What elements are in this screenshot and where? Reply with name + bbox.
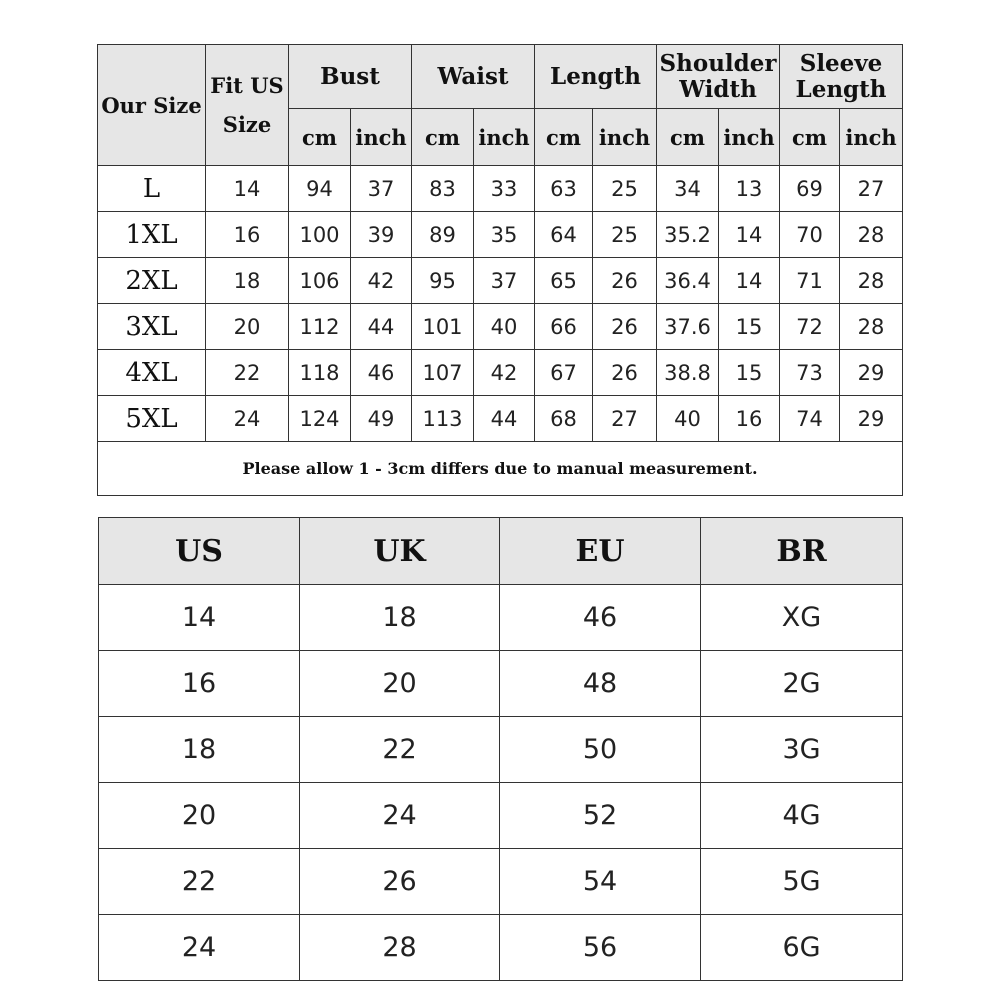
shoulder-cm-cell: 36.4	[657, 258, 719, 304]
conversion-table-row	[99, 783, 903, 849]
shoulder-inch-cell: 15	[719, 350, 780, 396]
fit-us-size-cell: 24	[206, 396, 289, 442]
conversion-table-header	[99, 518, 903, 585]
waist-cm-cell: 89	[412, 212, 474, 258]
size-table-row	[98, 304, 903, 350]
waist-inch-cell: 33	[474, 166, 535, 212]
br-cell: 3G	[701, 717, 903, 783]
us-cell: 20	[99, 783, 300, 849]
sleeve-inch-header: inch	[840, 109, 903, 166]
waist-cm-cell: 101	[412, 304, 474, 350]
length-header	[535, 45, 657, 109]
us-cell: 16	[99, 651, 300, 717]
size-table-row	[98, 212, 903, 258]
bust-cm-cell: 118	[289, 350, 351, 396]
fit-us-size-cell: 18	[206, 258, 289, 304]
bust-inch-cell: 37	[351, 166, 412, 212]
shoulder-cm-cell: 35.2	[657, 212, 719, 258]
uk-cell: 26	[300, 849, 500, 915]
waist-header	[412, 45, 535, 109]
length-header-label: Length	[550, 62, 641, 90]
length-cm-cell: 66	[535, 304, 593, 350]
length-inch-cell: 26	[593, 304, 657, 350]
sleeve-inch-cell: 28	[840, 304, 903, 350]
bust-inch-header: inch	[351, 109, 412, 166]
size-table-row	[98, 350, 903, 396]
shoulder-cm-cell: 40	[657, 396, 719, 442]
waist-cm-cell: 113	[412, 396, 474, 442]
conversion-header-row	[99, 518, 903, 585]
our-size-cell: 4XL	[98, 350, 206, 396]
shoulder-cm-cell: 37.6	[657, 304, 719, 350]
sleeve-inch-cell: 29	[840, 396, 903, 442]
bust-cm-cell: 100	[289, 212, 351, 258]
size-table-note-row	[98, 442, 903, 496]
uk-header: UK	[300, 518, 500, 585]
br-header: BR	[701, 518, 903, 585]
eu-header: EU	[500, 518, 701, 585]
br-cell: 2G	[701, 651, 903, 717]
our-size-cell: 5XL	[98, 396, 206, 442]
uk-cell: 18	[300, 585, 500, 651]
our-size-cell: 1XL	[98, 212, 206, 258]
length-cm-cell: 68	[535, 396, 593, 442]
br-cell: 4G	[701, 783, 903, 849]
sleeve-inch-cell: 28	[840, 212, 903, 258]
sleeve-inch-cell: 29	[840, 350, 903, 396]
measurement-note: Please allow 1 - 3cm differs due to manual measurement.	[98, 442, 903, 496]
fit-us-size-cell: 14	[206, 166, 289, 212]
br-cell: 5G	[701, 849, 903, 915]
sleeve-cm-cell: 71	[780, 258, 840, 304]
our-size-cell: 3XL	[98, 304, 206, 350]
our-size-cell: L	[98, 166, 206, 212]
uk-cell: 20	[300, 651, 500, 717]
shoulder-inch-cell: 13	[719, 166, 780, 212]
waist-inch-cell: 37	[474, 258, 535, 304]
size-measurement-table	[97, 44, 903, 496]
fit-us-header-line2: Size	[222, 112, 272, 137]
length-cm-cell: 63	[535, 166, 593, 212]
bust-header	[289, 45, 412, 109]
conversion-table-row	[99, 585, 903, 651]
waist-inch-cell: 42	[474, 350, 535, 396]
size-table-header-row	[98, 45, 903, 109]
length-inch-header: inch	[593, 109, 657, 166]
our-size-cell: 2XL	[98, 258, 206, 304]
bust-inch-cell: 44	[351, 304, 412, 350]
bust-inch-cell: 42	[351, 258, 412, 304]
waist-cm-cell: 83	[412, 166, 474, 212]
fit-us-header-line1: Fit US	[210, 73, 284, 98]
shoulder-width-header-line2: Width	[679, 75, 757, 103]
sleeve-cm-cell: 69	[780, 166, 840, 212]
length-inch-cell: 26	[593, 350, 657, 396]
shoulder-inch-cell: 16	[719, 396, 780, 442]
waist-cm-header: cm	[412, 109, 474, 166]
eu-cell: 54	[500, 849, 701, 915]
bust-cm-cell: 112	[289, 304, 351, 350]
us-cell: 24	[99, 915, 300, 981]
bust-inch-cell: 46	[351, 350, 412, 396]
conversion-table-row	[99, 915, 903, 981]
shoulder-width-header-line1: Shoulder	[659, 49, 777, 77]
sleeve-cm-cell: 74	[780, 396, 840, 442]
length-inch-cell: 26	[593, 258, 657, 304]
waist-cm-cell: 95	[412, 258, 474, 304]
sleeve-inch-cell: 28	[840, 258, 903, 304]
size-table-header	[98, 45, 903, 166]
eu-cell: 48	[500, 651, 701, 717]
shoulder-inch-cell: 14	[719, 258, 780, 304]
shoulder-inch-cell: 15	[719, 304, 780, 350]
fit-us-header-label	[206, 73, 288, 137]
length-cm-cell: 65	[535, 258, 593, 304]
fit-us-size-header	[206, 45, 289, 166]
bust-cm-cell: 94	[289, 166, 351, 212]
sleeve-cm-cell: 72	[780, 304, 840, 350]
eu-cell: 50	[500, 717, 701, 783]
bust-cm-cell: 106	[289, 258, 351, 304]
us-header: US	[99, 518, 300, 585]
bust-cm-cell: 124	[289, 396, 351, 442]
length-cm-cell: 64	[535, 212, 593, 258]
fit-us-size-cell: 20	[206, 304, 289, 350]
us-cell: 18	[99, 717, 300, 783]
waist-header-label: Waist	[437, 62, 509, 90]
sleeve-cm-cell: 70	[780, 212, 840, 258]
sleeve-length-header	[780, 45, 903, 109]
size-table-row	[98, 396, 903, 442]
eu-cell: 52	[500, 783, 701, 849]
shoulder-width-header	[657, 45, 780, 109]
conversion-table-row	[99, 651, 903, 717]
us-cell: 14	[99, 585, 300, 651]
length-cm-header: cm	[535, 109, 593, 166]
br-cell: 6G	[701, 915, 903, 981]
size-conversion-table	[98, 517, 903, 981]
waist-inch-header: inch	[474, 109, 535, 166]
uk-cell: 28	[300, 915, 500, 981]
sleeve-inch-cell: 27	[840, 166, 903, 212]
br-cell: XG	[701, 585, 903, 651]
us-cell: 22	[99, 849, 300, 915]
sleeve-length-header-line1: Sleeve	[799, 49, 883, 77]
fit-us-size-cell: 22	[206, 350, 289, 396]
conversion-table-body	[99, 585, 903, 981]
waist-inch-cell: 40	[474, 304, 535, 350]
eu-cell: 46	[500, 585, 701, 651]
shoulder-inch-cell: 14	[719, 212, 780, 258]
conversion-table-row	[99, 717, 903, 783]
uk-cell: 24	[300, 783, 500, 849]
size-table-footer	[98, 442, 903, 496]
bust-header-label: Bust	[320, 62, 380, 90]
fit-us-size-cell: 16	[206, 212, 289, 258]
shoulder-cm-cell: 38.8	[657, 350, 719, 396]
conversion-table-row	[99, 849, 903, 915]
bust-inch-cell: 39	[351, 212, 412, 258]
shoulder-cm-header: cm	[657, 109, 719, 166]
length-cm-cell: 67	[535, 350, 593, 396]
waist-cm-cell: 107	[412, 350, 474, 396]
sleeve-cm-header: cm	[780, 109, 840, 166]
waist-inch-cell: 44	[474, 396, 535, 442]
shoulder-inch-header: inch	[719, 109, 780, 166]
size-table-row	[98, 258, 903, 304]
sleeve-length-header-line2: Length	[795, 75, 887, 103]
bust-inch-cell: 49	[351, 396, 412, 442]
shoulder-cm-cell: 34	[657, 166, 719, 212]
length-inch-cell: 25	[593, 166, 657, 212]
length-inch-cell: 25	[593, 212, 657, 258]
uk-cell: 22	[300, 717, 500, 783]
bust-cm-header: cm	[289, 109, 351, 166]
eu-cell: 56	[500, 915, 701, 981]
waist-inch-cell: 35	[474, 212, 535, 258]
sleeve-cm-cell: 73	[780, 350, 840, 396]
length-inch-cell: 27	[593, 396, 657, 442]
our-size-header: Our Size	[98, 45, 206, 166]
size-table-row	[98, 166, 903, 212]
size-table-body	[98, 166, 903, 442]
